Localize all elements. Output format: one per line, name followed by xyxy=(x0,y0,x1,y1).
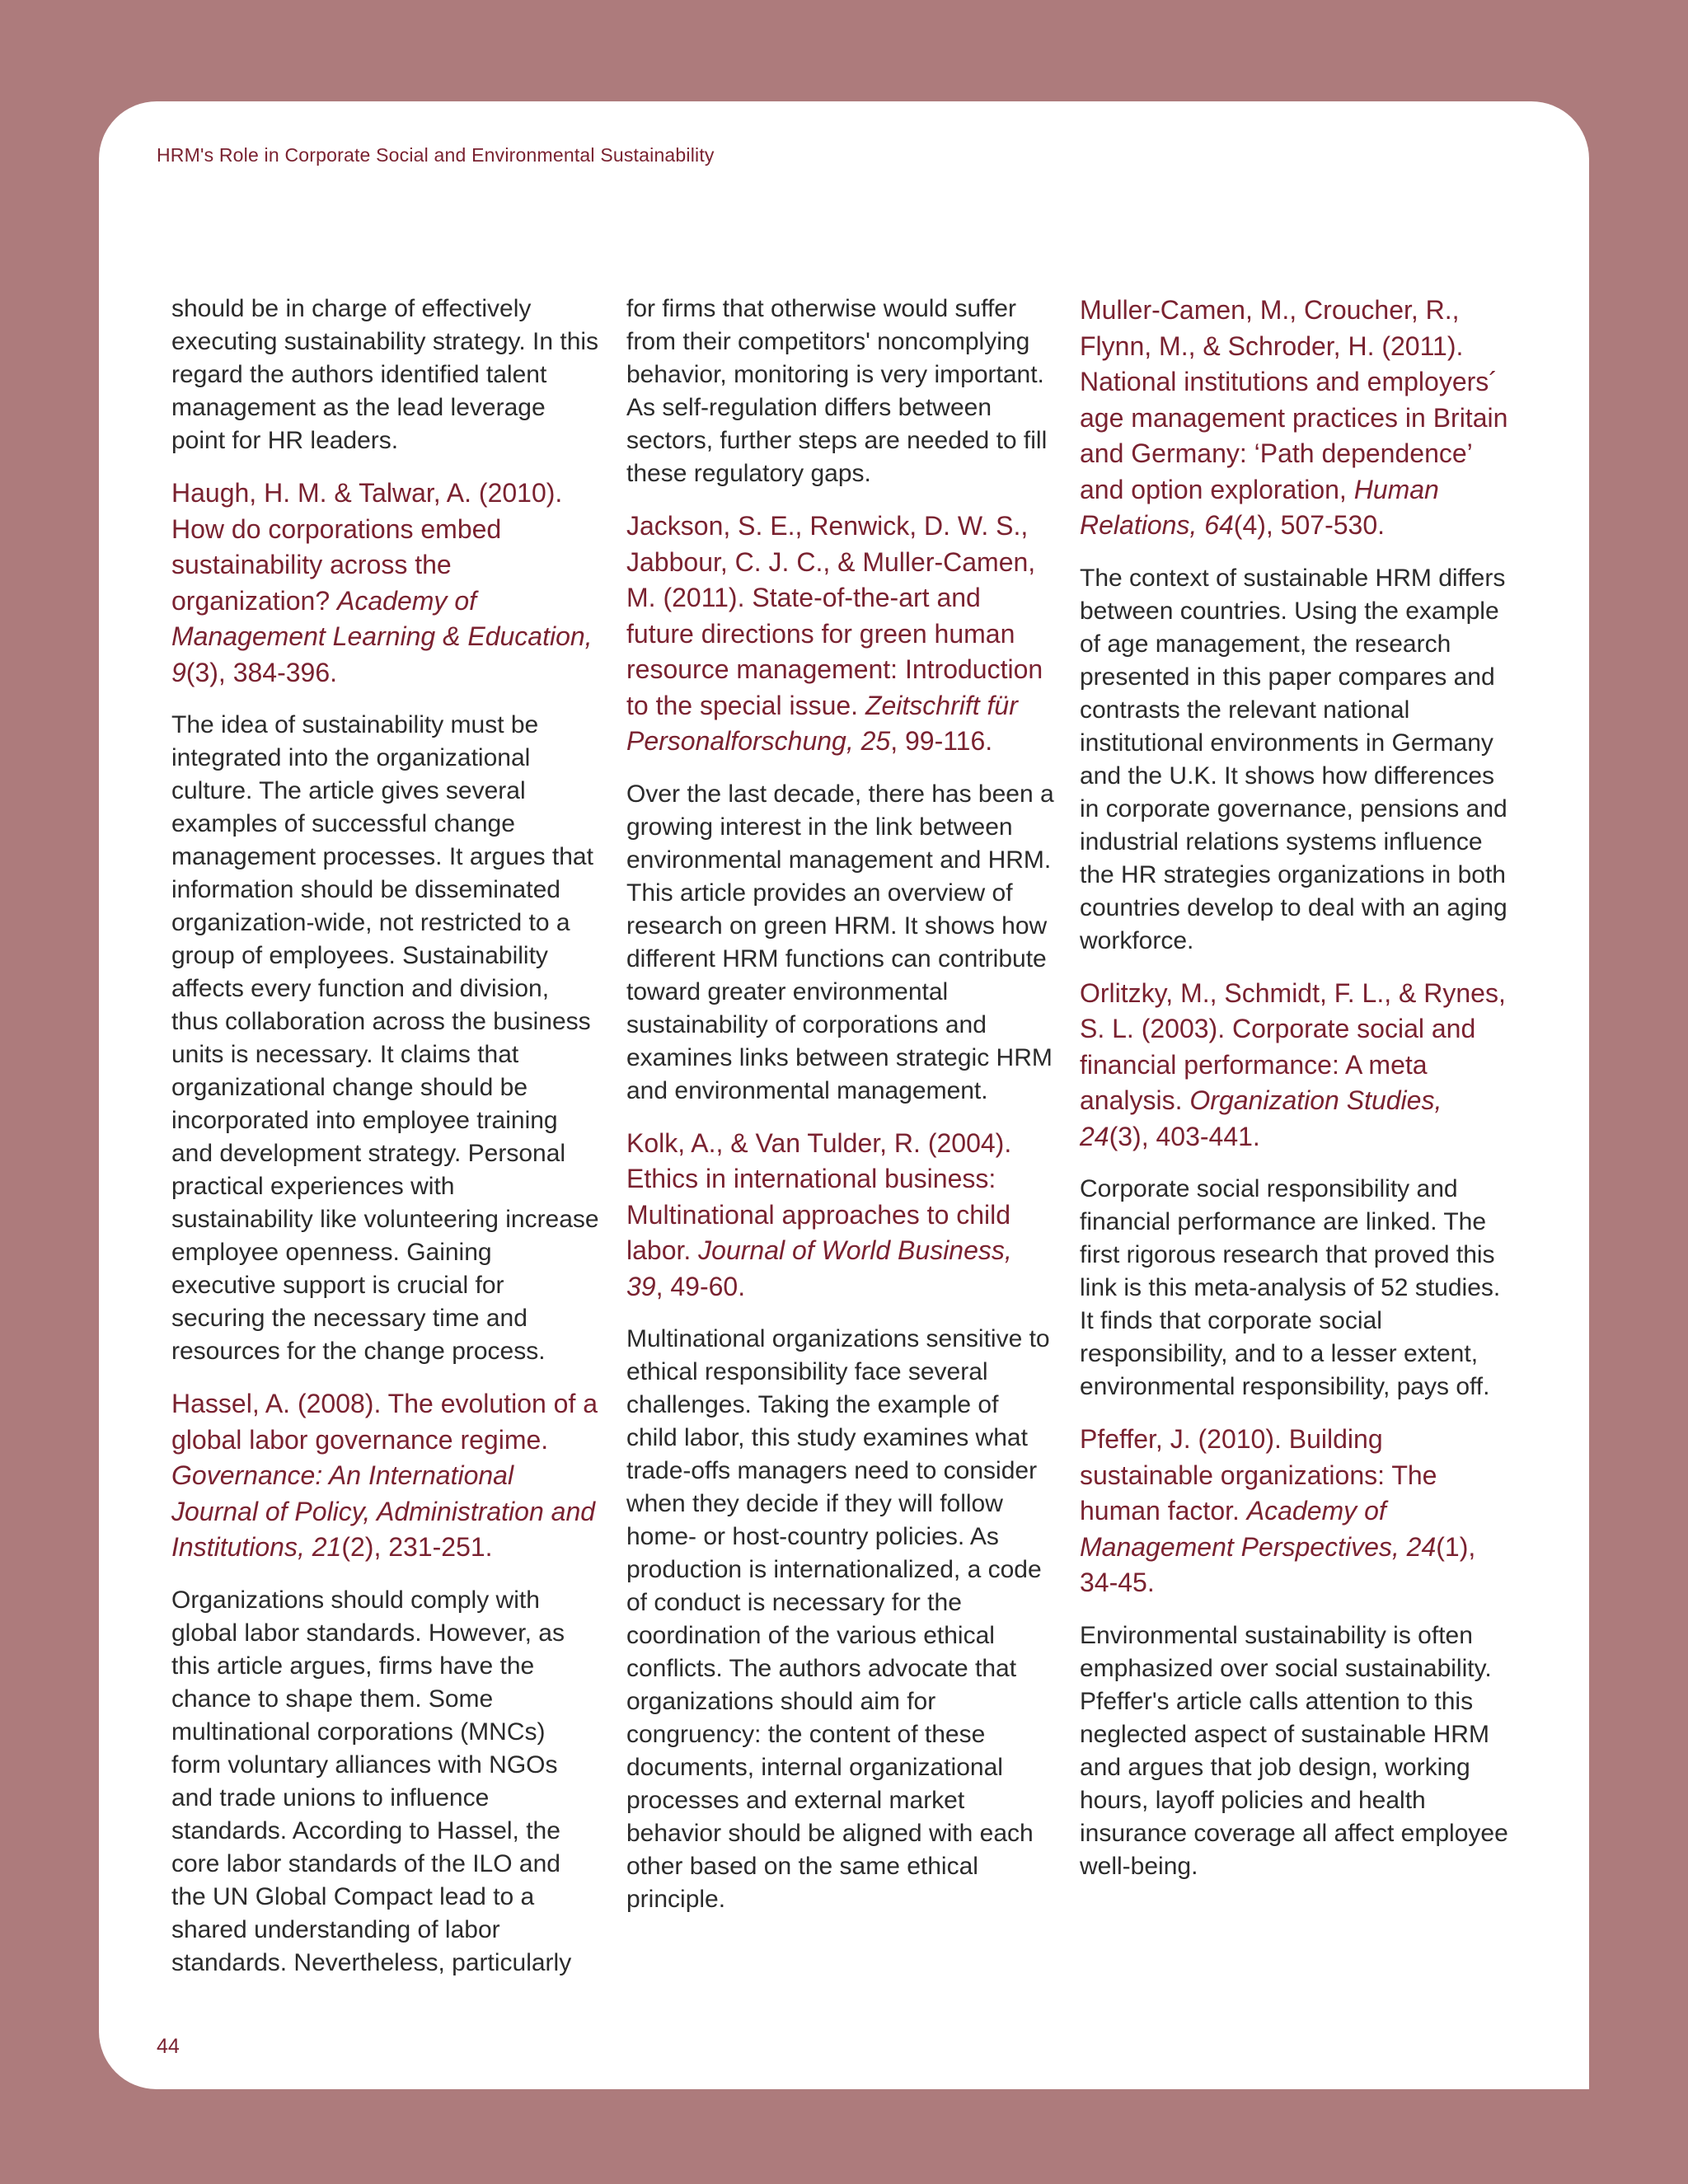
column-3 xyxy=(1080,293,1508,1901)
column-2 xyxy=(626,293,1055,1934)
reference-journal: Academy of Management Perspectives, 24 xyxy=(1080,1496,1437,1562)
annotation-haugh: The idea of sustainability must be integrated into the organizational culture. The article gives several examples of successful change management processes. It argues that information should be disseminated organization-wide, not restricted to a group of employees. Sustainability affects every function and division, thus collaboration across the business units is necessary. It claims that organizational change should be incorporated into employee training and development strategy. Personal practical experiences with sustainability like volunteering increase employee openness. Gaining executive support is crucial for securing the necessary time and resources for the change process. xyxy=(171,711,599,1365)
reference-tail: (1), 34-45. xyxy=(1080,1531,1476,1597)
reference-kolk xyxy=(626,1126,1055,1305)
paragraph: for firms that otherwise would suffer from their competitors' noncomplying behavior, monitoring is very important. As self-regulation differs between sectors, further steps are needed to fill these regulatory gaps. xyxy=(626,295,1048,487)
reference-journal: Academy of Management Learning & Education, 9 xyxy=(171,585,593,687)
reference-tail: (4), 507-530. xyxy=(1233,510,1385,540)
reference-tail: , 49-60. xyxy=(655,1271,746,1301)
document-page xyxy=(99,101,1589,2089)
reference-tail: (3), 384-396. xyxy=(185,657,338,687)
reference-text: Jackson, S. E., Renwick, D. W. S., Jabbour, C. J. C., & Muller-Camen, M. (2011). State-of-the-art and future directions for green human resource management: Introduction to the special issue. xyxy=(626,511,1043,720)
reference-pfeffer xyxy=(1080,1422,1508,1601)
annotation-pfeffer: Environmental sustainability is often emphasized over social sustainability. Pfeffer's article calls attention to this neglected aspect of sustainable HRM and argues that job design, working hours, layoff policies and health insurance coverage all affect employee well-being. xyxy=(1080,1621,1508,1880)
reference-tail: , 99-116. xyxy=(890,726,993,756)
annotation-hassel: Organizations should comply with global labor standards. However, as this article argues, firms have the chance to shape them. Some multinational corporations (MNCs) form voluntary alliances with NGOs and trade unions to influence standards. According to Hassel, the core labor standards of the ILO and the UN Global Compact lead to a shared understanding of labor standards. Nevertheless, particularly xyxy=(171,1586,572,1976)
annotation-kolk: Multinational organizations sensitive to ethical responsibility face several challenges. Taking the example of child labor, this study examines what trade-offs managers need to consider when they decide if they will follow home- or host-country policies. As production is internationalized, a code of conduct is necessary for the coordination of the various ethical conflicts. The authors advocate that organizations should aim for congruency: the content of these documents, internal organizational processes and external market behavior should be aligned with each other based on the same ethical principle. xyxy=(626,1325,1050,1913)
reference-text: Hassel, A. (2008). The evolution of a global labor governance regime. xyxy=(171,1389,598,1455)
reference-tail: (2), 231-251. xyxy=(341,1532,493,1562)
reference-orlitzky xyxy=(1080,976,1508,1155)
annotation-orlitzky: Corporate social responsibility and financial performance are linked. The first rigorous research that proved this link is this meta-analysis of 52 studies. It finds that corporate social responsibility, and to a lesser extent, environmental responsibility, pays off. xyxy=(1080,1175,1501,1400)
reference-text: Haugh, H. M. & Talwar, A. (2010). How do corporations embed sustainability across the organization? xyxy=(171,478,563,616)
reference-journal: Human Relations, 64 xyxy=(1080,474,1439,540)
paragraph: should be in charge of effectively executing sustainability strategy. In this regard the authors identified talent management as the lead leverage point for HR leaders. xyxy=(171,295,599,454)
reference-journal: Organization Studies, 24 xyxy=(1080,1085,1442,1151)
running-header: HRM's Role in Corporate Social and Environmental Sustainability xyxy=(157,144,715,166)
reference-muller-camen xyxy=(1080,293,1508,544)
page-number: 44 xyxy=(157,2035,180,2058)
reference-journal: Governance: An International Journal of Policy, Administration and Institutions, 21 xyxy=(171,1460,596,1562)
reference-text: Muller-Camen, M., Croucher, R., Flynn, M., & Schroder, H. (2011). National institutions and employers´ age management practices in Britain and Germany: ‘Path dependence’ and option exploration, xyxy=(1080,295,1508,504)
reference-journal: Journal of World Business, 39 xyxy=(626,1235,1012,1301)
reference-haugh xyxy=(171,476,600,691)
reference-journal: Zeitschrift für Personalforschung, 25 xyxy=(626,690,1018,756)
reference-text: Pfeffer, J. (2010). Building sustainable organizations: The human factor. xyxy=(1080,1424,1437,1526)
reference-jackson xyxy=(626,509,1055,760)
reference-hassel xyxy=(171,1386,600,1566)
column-1 xyxy=(171,293,600,1998)
annotation-jackson: Over the last decade, there has been a growing interest in the link between environmental management and HRM. This article provides an overview of research on green HRM. It shows how different HRM functions can contribute toward greater environmental sustainability of corporations and examines links between strategic HRM and environmental management. xyxy=(626,780,1054,1104)
reference-text: Kolk, A., & Van Tulder, R. (2004). Ethics in international business: Multinational approaches to child labor. xyxy=(626,1127,1012,1265)
reference-text: Orlitzky, M., Schmidt, F. L., & Rynes, S. L. (2003). Corporate social and financial performance: A meta analysis. xyxy=(1080,977,1506,1115)
reference-tail: (3), 403-441. xyxy=(1109,1121,1260,1151)
annotation-muller-camen: The context of sustainable HRM differs between countries. Using the example of age management, the research presented in this paper compares and contrasts the relevant national institutional environments in Germany and the U.K. It shows how differences in corporate governance, pensions and industrial relations systems influence the HR strategies organizations in both countries develop to deal with an aging workforce. xyxy=(1080,564,1507,954)
